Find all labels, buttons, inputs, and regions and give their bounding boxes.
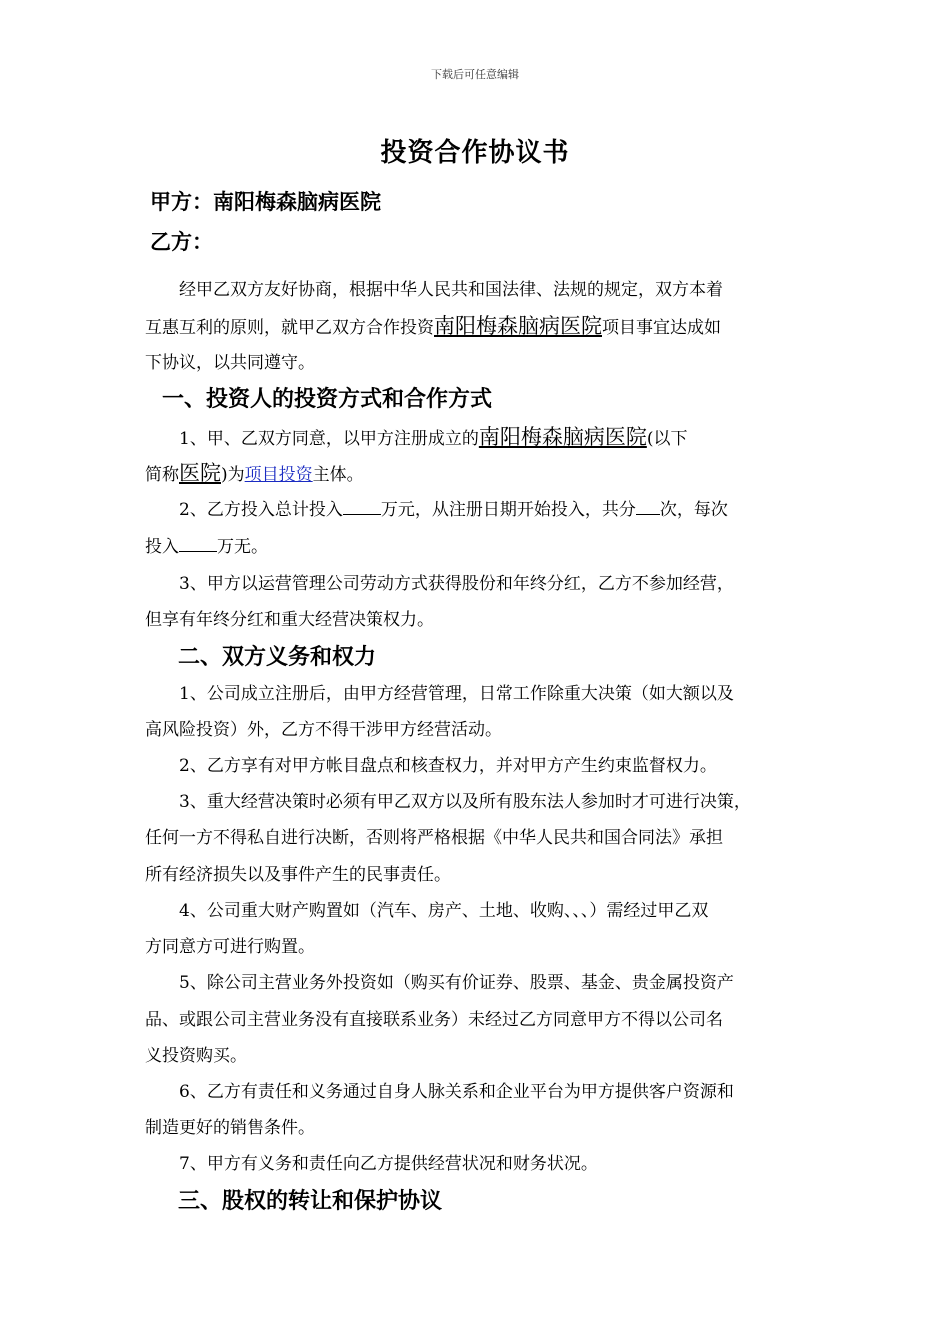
short-name: 医院 bbox=[179, 461, 221, 485]
s1-item2-line2: 投入 万无。 bbox=[145, 529, 815, 566]
s1-item3-line1: 3、甲方以运营管理公司劳动方式获得股份和年终分红，乙方不参加经营， bbox=[179, 574, 734, 594]
s2-item3-line3: 所有经济损失以及事件产生的民事责任。 bbox=[145, 865, 451, 885]
section-2-heading: 二、双方义务和权力 bbox=[178, 644, 377, 670]
s2-item6-line2: 制造更好的销售条件。 bbox=[145, 1118, 315, 1138]
document-title: 投资合作协议书 bbox=[380, 138, 570, 168]
section-3-heading: 三、股权的转让和保护协议 bbox=[178, 1188, 443, 1214]
s2-item4-line1: 4、公司重大财产购置如（汽车、房产、土地、收购、、、）需经过甲乙双 bbox=[179, 901, 709, 921]
project-name: 南阳梅森脑病医院 bbox=[434, 314, 602, 338]
s1-item3-line2: 但享有年终分红和重大经营决策权力。 bbox=[145, 610, 434, 630]
party-a: 甲方：南阳梅森脑病医院 bbox=[150, 189, 381, 214]
s2-item1-line2: 高风险投资）外，乙方不得干涉甲方经营活动。 bbox=[145, 720, 502, 740]
s1-item1-line2: 简称医院)为项目投资主体。 bbox=[145, 461, 364, 485]
s2-item3-line1: 3、重大经营决策时必须有甲乙双方以及所有股东法人参加时才可进行决策， bbox=[179, 792, 751, 812]
hospital-name: 南阳梅森脑病医院 bbox=[478, 425, 647, 449]
s2-item1-line1: 1、公司成立注册后，由甲方经营管理，日常工作除重大决策（如大额以及 bbox=[179, 684, 734, 704]
intro-line-1: 经甲乙双方友好协商，根据中华人民共和国法律、法规的规定，双方本着 bbox=[179, 280, 723, 300]
intro-line-2: 互惠互利的原则，就甲乙双方合作投资南阳梅森脑病医院项目事宜达成如 bbox=[145, 314, 721, 338]
s2-item5-line1: 5、除公司主营业务外投资如（购买有价证券、股票、基金、贵金属投资产 bbox=[179, 973, 734, 993]
s2-item4-line2: 方同意方可进行购置。 bbox=[145, 937, 315, 957]
s2-item2: 2、乙方享有对甲方帐目盘点和核查权力，并对甲方产生约束监督权力。 bbox=[179, 756, 717, 776]
blank-total[interactable] bbox=[343, 497, 381, 515]
section-1-heading: 一、投资人的投资方式和合作方式 bbox=[162, 386, 493, 412]
s2-item3-line2: 任何一方不得私自进行决断，否则将严格根据《中华人民共和国合同法》承担 bbox=[145, 828, 723, 848]
s1-item1-line1: 1、甲、乙双方同意，以甲方注册成立的南阳梅森脑病医院(以下 bbox=[179, 425, 688, 449]
party-b: 乙方： bbox=[150, 229, 213, 254]
s2-item5-line3: 义投资购买。 bbox=[145, 1046, 247, 1066]
project-investment-link[interactable]: 项目投资 bbox=[244, 465, 313, 485]
s2-item5-line2: 品、或跟公司主营业务没有直接联系业务）未经过乙方同意甲方不得以公司名 bbox=[145, 1010, 723, 1030]
s1-item2-line1: 2、乙方投入总计投入 万元，从注册日期开始投入，共分 次，每次 bbox=[145, 492, 815, 529]
header-note: 下载后可任意编辑 bbox=[431, 68, 519, 81]
s2-item6-line1: 6、乙方有责任和义务通过自身人脉关系和企业平台为甲方提供客户资源和 bbox=[179, 1082, 734, 1102]
blank-count[interactable] bbox=[636, 497, 660, 515]
s2-item7: 7、甲方有义务和责任向乙方提供经营状况和财务状况。 bbox=[179, 1154, 598, 1174]
intro-line-3: 下协议，以共同遵守。 bbox=[145, 353, 315, 373]
blank-each[interactable] bbox=[179, 534, 217, 552]
